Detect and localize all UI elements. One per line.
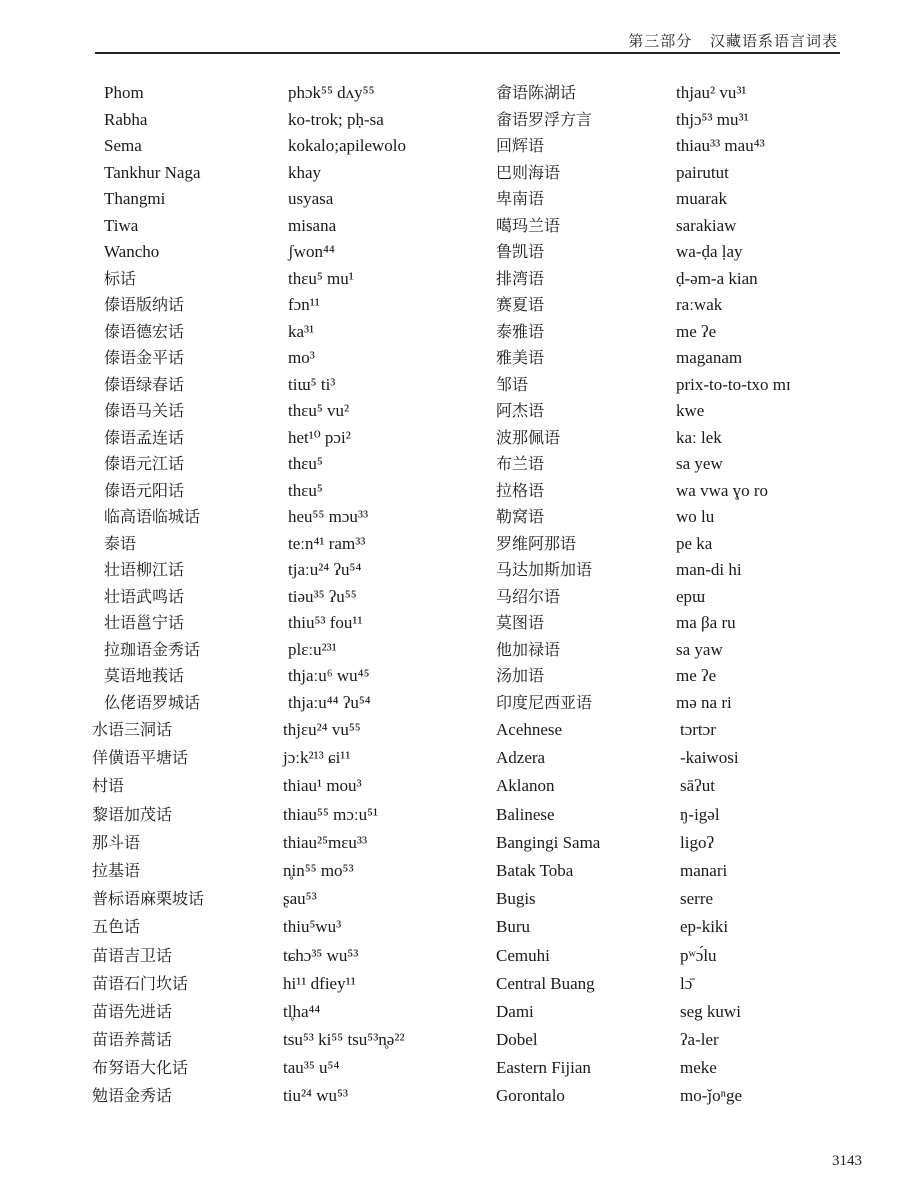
language-name: 巴则海语 [496,162,561,182]
language-name: Wancho [104,242,160,261]
word-form: hi¹¹ dfiey¹¹ [283,973,356,993]
word-form: het¹⁰ pɔi² [288,427,351,447]
form-column-upper-left [288,80,406,716]
word-form: raːwak [676,295,723,314]
word-form: kaː lek [676,427,722,447]
language-name: 卑南语 [496,189,545,208]
header-title: 汉藏语系语言词表 [709,32,838,50]
language-name: 佯僙语平塘话 [92,748,189,768]
language-name: 汤加语 [496,666,545,685]
word-form: thiu⁵wu³ [283,917,342,937]
word-form: thiau⁵⁵ mɔːu⁵¹ [283,804,379,824]
word-form: ep-kiki [680,917,729,937]
word-form: pairutut [676,162,729,182]
language-name: 村语 [92,776,125,796]
language-column-lower-left [92,716,204,1111]
language-name: 壮语武鸣话 [104,586,185,606]
language-name: 壮语邕宁话 [104,613,185,632]
word-form: tiəu³⁵ ʔu⁵⁵ [288,586,357,606]
language-name: 临高语临城话 [104,507,201,526]
word-form: tiɯ⁵ ti³ [288,374,336,394]
language-name: Rabha [104,109,148,129]
word-form: man-di hi [676,560,742,579]
word-form: tɔrtɔr [680,720,716,739]
word-form: thjaːu⁶ wu⁴⁵ [288,666,370,685]
word-form: thiu⁵³ fou¹¹ [288,613,363,632]
word-form: n̥in⁵⁵ mo⁵³ [283,860,354,880]
language-name: Batak Toba [496,860,574,880]
language-name: 畲语陈湖话 [496,83,577,102]
language-name: 回辉语 [496,136,545,155]
language-name: 泰雅语 [496,321,545,341]
word-form: fɔn¹¹ [288,295,320,314]
language-name: 勒窝语 [496,507,545,526]
language-column-upper-right [496,80,592,716]
language-name: 普标语麻栗坡话 [92,889,205,909]
language-name: Buru [496,917,530,937]
word-form: ligoʔ [680,832,714,852]
language-name: 那斗语 [92,832,141,852]
word-form: sa yew [676,454,723,473]
word-form: manari [680,860,728,880]
word-form: jɔːk²¹³ ɕi¹¹ [283,748,351,768]
language-name: Aklanon [496,776,555,796]
word-form: sarakiaw [676,215,737,235]
language-name: Dobel [496,1030,538,1050]
word-form: wa-ḍa ḷay [676,242,743,261]
word-form: usyasa [288,189,334,208]
word-form: kwe [676,401,705,420]
language-name: 马达加斯加语 [496,560,593,579]
language-name: 苗语石门坎话 [92,973,189,993]
word-form: ʃwon⁴⁴ [288,242,335,261]
word-form: ma βa ru [676,613,736,632]
word-form: thjaːu⁴⁴ ʔu⁵⁴ [288,692,371,712]
form-column-lower-right [680,716,742,1111]
language-name: 鲁凯语 [496,242,545,261]
language-name: 罗维阿那语 [496,533,577,553]
language-name: Central Buang [496,973,595,993]
word-form: wo lu [676,507,715,526]
word-form: ḍ-əm-a kian [676,268,758,288]
language-name: 苗语吉卫话 [92,945,173,965]
language-name: 傣语马关话 [104,401,185,420]
word-form: prix-to-to-txo mɪ [676,374,791,394]
language-name: 傣语版纳话 [104,295,185,314]
language-name: 噶玛兰语 [496,215,561,235]
language-name: Acehnese [496,720,563,739]
language-name: 标话 [104,268,137,288]
language-name: 布兰语 [496,454,545,473]
word-form: me ʔe [676,321,717,341]
language-name: 马绍尔语 [496,586,561,606]
word-form: teːn⁴¹ ram³³ [288,533,366,553]
language-name: Adzera [496,748,546,768]
language-name: Tiwa [104,215,139,235]
running-header [616,30,838,51]
language-name: 黎语加茂话 [92,804,173,824]
word-form: kokalo;apilewolo [288,136,407,155]
word-form: muarak [676,189,727,208]
word-form: sāʔut [680,776,715,796]
language-name: Thangmi [104,189,166,208]
form-column-lower-left [283,716,405,1111]
word-form: ʔa-ler [680,1030,719,1050]
language-name: 苗语养蒿话 [92,1030,173,1050]
word-form: thjau² vu³¹ [676,83,747,102]
language-name: 他加禄语 [496,639,561,659]
word-form: ka³¹ [288,321,315,341]
language-column-upper-left [104,80,201,716]
word-form: pʷɔ́lu [680,945,717,965]
word-form: seg kuwi [680,1001,741,1021]
word-form: tau³⁵ u⁵⁴ [283,1058,340,1078]
word-form: thjɔ⁵³ mu³¹ [676,109,749,129]
language-column-lower-right [496,716,600,1111]
language-name: 阿杰语 [496,401,545,420]
word-form: -kaiwosi [680,748,739,768]
language-name: Phom [104,83,144,102]
word-form: thiau²⁵mɛu³³ [283,832,368,852]
language-name: 波那佩语 [496,427,561,447]
language-name: 勉语金秀话 [92,1086,173,1106]
word-form: thɛu⁵ vu² [288,401,350,420]
language-name: 邹语 [496,374,529,394]
language-name: 傣语金平话 [104,348,185,367]
language-name: 壮语柳江话 [104,560,185,579]
language-name: Dami [496,1001,534,1021]
word-form: mə na ri [676,692,732,712]
language-name: Eastern Fijian [496,1058,591,1078]
word-form: mo-ǰoⁿge [680,1086,743,1106]
word-form: thɛu⁵ mu¹ [288,268,354,288]
language-name: 赛夏语 [496,295,545,314]
language-name: 拉基语 [92,860,141,880]
word-form: tl̥ha⁴⁴ [283,1001,321,1021]
language-name: 排湾语 [496,268,545,288]
language-name: 印度尼西亚语 [496,692,593,712]
word-form: sa yaw [676,639,723,659]
language-name: 五色话 [92,917,141,937]
language-name: 拉珈语金秀话 [104,639,201,659]
header-rule [95,52,840,54]
language-name: 雅美语 [496,348,545,367]
language-name: Bangingi Sama [496,832,601,852]
language-name: 畲语罗浮方言 [496,109,593,129]
word-form: serre [680,889,714,909]
header-part: 第三部分 [628,32,693,50]
word-form: ko-trok; pḥ-sa [288,109,384,129]
language-name: 傣语元江话 [104,454,185,473]
language-name: 莫图语 [496,613,545,632]
word-form: lɔ̄ [680,973,693,993]
word-form: maganam [676,348,743,367]
word-form: tiu²⁴ wu⁵³ [283,1086,349,1106]
language-name: 傣语元阳话 [104,480,185,500]
word-form: thɛu⁵ [288,454,323,473]
language-name: Gorontalo [496,1086,565,1106]
language-name: Balinese [496,804,555,824]
language-name: Bugis [496,889,536,909]
language-name: 傣语绿春话 [104,374,185,394]
word-form: plɛːu²³¹ [288,639,337,659]
language-name: 仫佬语罗城话 [104,692,201,712]
word-form: thiau¹ mou³ [283,776,362,796]
word-form: ŋ-igəl [680,804,720,824]
word-form: tjaːu²⁴ ʔu⁵⁴ [288,560,362,579]
word-form: me ʔe [676,666,717,685]
word-form: tɕhɔ³⁵ wu⁵³ [283,945,359,965]
word-form: pe ka [676,533,713,553]
language-name: 拉格语 [496,480,545,500]
word-form: misana [288,215,337,235]
language-name: 傣语德宏话 [104,321,185,341]
word-form: meke [680,1058,717,1078]
form-column-upper-right [676,80,791,716]
language-name: Cemuhi [496,945,550,965]
language-name: Sema [104,136,142,155]
word-form: wa vwa ɣo ro [676,480,769,500]
word-form: thjɛu²⁴ vu⁵⁵ [283,720,361,739]
word-form: tsu⁵³ ki⁵⁵ tsu⁵³n̥ə²² [283,1030,405,1050]
language-name: 傣语孟连话 [104,427,185,447]
word-form: mo³ [288,348,315,367]
word-form: phɔk⁵⁵ dʌy⁵⁵ [288,83,375,102]
page-number: 3143 [832,1153,862,1169]
language-name: 苗语先进话 [92,1001,173,1021]
word-form: heu⁵⁵ mɔu³³ [288,507,369,526]
language-name: Tankhur Naga [104,162,201,182]
language-name: 布努语大化话 [92,1058,189,1078]
word-form: thiau³³ mau⁴³ [676,136,765,155]
word-form: ʂau⁵³ [283,889,317,909]
word-form: thɛu⁵ [288,480,323,500]
word-form: khay [288,162,322,182]
language-name: 泰语 [104,533,137,553]
word-form: epɯ [676,586,706,606]
language-name: 水语三洞话 [92,720,173,739]
language-name: 莫语地莪话 [104,666,185,685]
